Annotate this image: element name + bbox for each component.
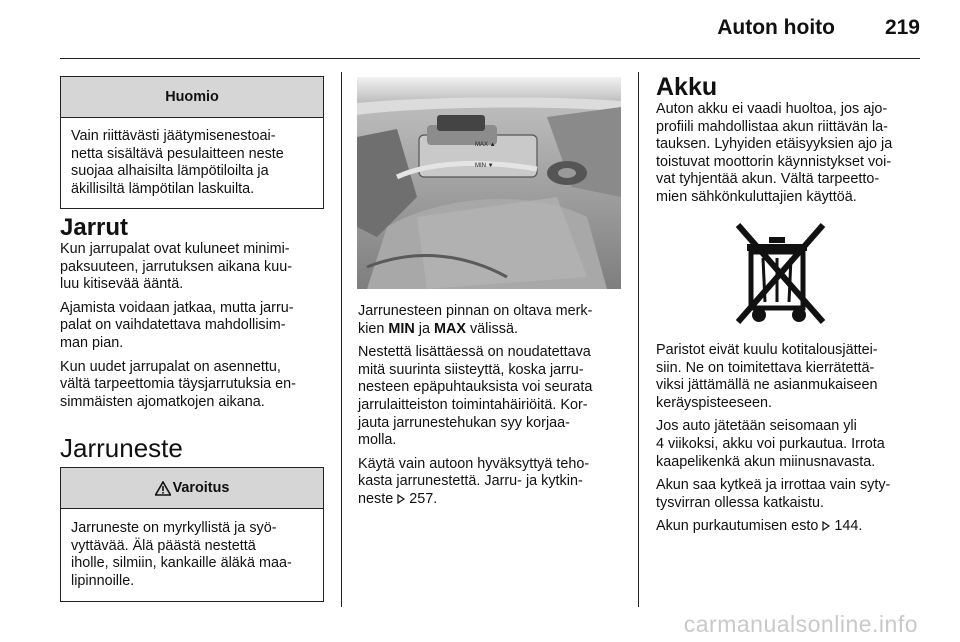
page-reference: 144. xyxy=(830,518,863,535)
battery-paragraph: Auton akku ei vaadi huoltoa, jos ajo- profiili mahdollistaa akun riittävän la- tauksen. Lyhyiden etäisyyksien ajo ja toistuvat moottorin käynnistykset voi- vat tyhjentää akun. Vältä tarpeetto- mien sähkönkuluttajien käyttöä. xyxy=(656,101,893,205)
battery-paragraph: Paristot eivät kuulu kotitalousjättei- siin. Ne on toimitettava kierrätettä- viksi jättämällä ne asianmukaiseen keräyspisteeseen. xyxy=(656,342,878,411)
crossed-out-bin-icon xyxy=(733,222,829,327)
battery-heading: Akku xyxy=(656,73,718,101)
header-rule xyxy=(60,58,920,59)
battery-text xyxy=(656,342,926,542)
brakes-section xyxy=(60,215,330,417)
warning-icon xyxy=(155,481,171,496)
warning-box-text: Jarruneste on myrkyllistä ja syö- vyttävää. Älä päästä nestettä iholle, silmiin, kankaille äläkä maa- lipinnoille. xyxy=(71,520,292,589)
section-title: Auton hoito xyxy=(717,16,835,39)
warning-box xyxy=(60,467,324,602)
brake-fluid-paragraph: Nestettä lisättäessä on noudatettava mitä suurinta siisteyttä, koska jarru- nesteen epäpuhtauksista voi seurata jarrulaitteiston toimintahäiriöitä. Kor- jauta jarrunestehukan syy korjaa- molla. xyxy=(358,344,593,449)
page-reference-arrow-icon xyxy=(397,493,405,503)
column-divider xyxy=(638,72,639,607)
min-mark-text: MIN xyxy=(388,320,415,337)
brakes-paragraph: Kun jarrupalat ovat kuluneet minimi- paksuuteen, jarrutuksen aikana kuu- luu kitisevää ääntä. xyxy=(60,241,292,293)
brake-fluid-reservoir-photo xyxy=(357,77,621,289)
brakes-paragraph: Kun uudet jarrupalat on asennettu, vältä tarpeettomia täysjarrutuksia en- simmäisten ajomatkojen aikana. xyxy=(60,358,296,410)
battery-paragraph: Akun purkautumisen esto 144. xyxy=(656,518,863,535)
page-reference: 257. xyxy=(405,490,438,507)
min-mark-label: MIN ▼ xyxy=(475,163,494,169)
max-mark-text: MAX xyxy=(434,320,466,337)
brake-fluid-paragraph: Jarrunesteen pinnan on oltava merk- kien MIN ja MAX välissä. xyxy=(358,303,593,337)
brakes-heading: Jarrut xyxy=(60,214,129,241)
brake-fluid-paragraph: Käytä vain autoon hyväksyttyä teho- kasta jarrunestettä. Jarru- ja kytkin- neste 257. xyxy=(358,455,590,507)
note-box-title: Huomio xyxy=(61,77,323,118)
brake-fluid-heading-wrap xyxy=(60,435,183,461)
column-divider xyxy=(341,72,342,607)
page-number: 219 xyxy=(884,16,920,39)
battery-paragraph: Akun saa kytkeä ja irrottaa vain syty- tysvirran ollessa katkaistu. xyxy=(656,477,891,511)
brake-fluid-text xyxy=(358,303,630,515)
warning-box-header xyxy=(61,468,323,509)
battery-section xyxy=(656,73,926,213)
watermark: carmanualsonline.info xyxy=(683,611,918,637)
note-box-text: Vain riittävästi jäätymisenestoai- netta sisältävä pesulaitteen neste suojaa alhaisilta lämpötiloilta ja äkillisiltä lämpötilan laskuilta. xyxy=(71,128,284,197)
page-reference-arrow-icon xyxy=(822,520,830,530)
warning-box-title: Varoitus xyxy=(172,480,230,496)
brakes-paragraph: Ajamista voidaan jatkaa, mutta jarru- palat on vaihdatettava mahdollisim- man pian. xyxy=(60,299,294,351)
brake-fluid-heading: Jarruneste xyxy=(60,433,183,463)
battery-paragraph: Jos auto jätetään seisomaan yli 4 viikoksi, akku voi purkautua. Irrota kaapelikenkä akun miinusnavasta. xyxy=(656,418,885,470)
max-mark-label: MAX ▲ xyxy=(475,142,496,148)
note-box xyxy=(60,76,324,209)
